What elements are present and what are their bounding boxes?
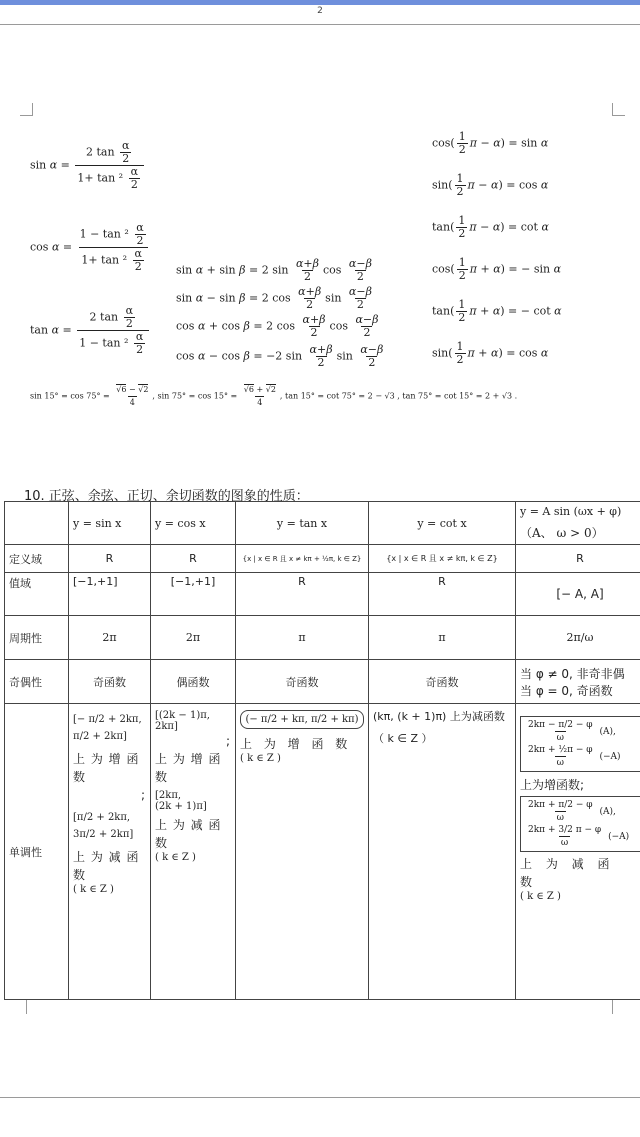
mono-sin-line: ( k ∈ Z ) [73,884,114,895]
mono-sin-line: 上 为 减 函 数 [73,850,140,882]
mono-tan-line: 上 为 增 函 数 [240,737,352,751]
mono-cos-line: ( k ∈ Z ) [155,852,196,863]
cell-period-sin: 2π [69,616,151,660]
mono-cos-line: [(2k − 1)π, [155,710,210,721]
mono-tan-line: ( k ∈ Z ) [240,753,281,764]
formula-sum-to-product: sin α − sin β = 2 cos $\frac{\alpha+\beta}{2}$ sin $\frac{\alpha-\beta}{2}$ [176,285,372,311]
cell-period-tan: π [236,616,369,660]
cell-period-asin: 2π/ω [516,616,640,660]
cell-range-tan: R [236,573,369,616]
page-separator [0,1097,640,1098]
mono-cos-line: 上 为 减 函 数 [155,818,222,850]
cell-mono-cot [369,704,516,1000]
mono-sin-line: π/2 + 2kπ] [73,731,127,742]
asin-frac-num: 2kπ + π/2 − φ [528,800,593,810]
asin-suffix: (−A) [599,752,621,762]
table-row-parity [5,660,640,704]
cell-domain-sin: R [69,545,151,573]
col-header-cos: y = cos x [151,502,236,545]
cell-parity-cot: 奇函数 [369,660,516,704]
crop-mark [612,1000,613,1014]
col-header-asin [516,502,640,545]
table-corner-cell [5,502,69,545]
mono-sin-line: ; [140,788,146,802]
mono-tan-interval: (− π/2 + kπ, π/2 + kπ) [240,710,364,729]
mono-asin-line: 上为增函数; [520,778,585,792]
col-header-sin: y = sin x [69,502,151,545]
col-header-asin-title: y = A sin (ωx + φ) [520,505,622,518]
table-row-range [5,573,640,616]
asin-frac-den: ω [560,838,569,848]
cell-parity-cos: 偶函数 [151,660,236,704]
formula-sum-to-product: cos α + cos β = 2 cos $\frac{\alpha+\beta}{2}$ cos $\frac{\alpha-\beta}{2}$ [176,313,379,339]
formula-induction: tan( $\frac{1}{2}$ π − α) = cot α [432,214,549,240]
parity-asin-line: 当 φ = 0, 奇函数 [520,683,613,698]
row-label-range: 值域 [5,573,69,616]
asin-frac-den: ω [556,813,564,823]
crop-mark [612,103,625,116]
cell-mono-cos [151,704,236,1000]
mono-sin-line: 上 为 增 函 数 [73,752,140,784]
cell-range-asin: [− A, A] [516,573,640,616]
row-label-parity: 奇偶性 [5,660,69,704]
table-row-domain [5,545,640,573]
mono-cos-line: (2k + 1)π] [155,801,207,812]
formula-sum-to-product: cos α − cos β = −2 sin $\frac{\alpha+\beta}{2}$ sin $\frac{\alpha-\beta}{2}$ [176,343,384,369]
mono-asin-increase-interval [520,716,640,772]
formula-tan-half: tan α = 2 tan $\frac{\alpha}{2}$ 1 − tan ² $\frac{\alpha}{2}$ [30,305,151,356]
asin-suffix: (A), [599,807,616,817]
cell-range-sin: [−1,+1] [69,573,151,616]
cell-domain-asin: R [516,545,640,573]
table-row-monotonic [5,704,640,1000]
mono-cos-line: ; [225,734,231,748]
cell-domain-cot: {x | x ∈ R 且 x ≠ kπ, k ∈ Z} [369,545,516,573]
cell-parity-sin: 奇函数 [69,660,151,704]
formula-induction: sin( $\frac{1}{2}$ π + α) = cos α [432,340,549,366]
mono-cos-line: 2kπ] [155,721,178,732]
cell-range-cot: R [369,573,516,616]
cell-mono-tan [236,704,369,1000]
formula-cos-half: cos α = 1 − tan ² $\frac{\alpha}{2}$ 1+ tan ² $\frac{\alpha}{2}$ [30,222,152,273]
col-header-asin-condition: （A、 ω > 0） [520,526,604,540]
table-header-row [5,502,640,545]
asin-frac-den: ω [556,733,564,743]
asin-suffix: (−A) [608,832,630,842]
crop-mark [20,103,33,116]
cell-period-cos: 2π [151,616,236,660]
formula-induction: sin( $\frac{1}{2}$ π − α) = cos α [432,172,549,198]
crop-mark [26,1000,27,1014]
page-number: 2 [317,6,323,16]
formula-sum-to-product: sin α + sin β = 2 sin $\frac{\alpha+\beta}{2}$ cos $\frac{\alpha-\beta}{2}$ [176,257,372,283]
cell-domain-cos: R [151,545,236,573]
mono-sin-line: [π/2 + 2kπ, [73,812,131,823]
col-header-cot: y = cot x [369,502,516,545]
table-row-period [5,616,640,660]
mono-sin-line: [− π/2 + 2kπ, [73,714,142,725]
cell-mono-asin [516,704,640,1000]
mono-asin-decrease-interval [520,796,640,852]
asin-suffix: (A), [599,727,616,737]
cell-range-cos: [−1,+1] [151,573,236,616]
section-title: 10. 正弦、余弦、正切、余切函数的图象的性质： [24,489,309,504]
mono-cos-line: 上 为 增 函 数 [155,752,222,784]
mono-cot-line: （ k ∈ Z ） [373,732,433,745]
formula-induction: cos( $\frac{1}{2}$ π + α) = − sin α [432,256,562,282]
asin-frac-num: 2kπ + 3/2 π − φ [528,825,602,835]
top-accent-bar [0,0,640,5]
mono-sin-line: 3π/2 + 2kπ] [73,829,134,840]
asin-frac-num: 2kπ + ½π − φ [528,745,593,755]
col-header-tan: y = tan x [236,502,369,545]
mono-asin-line: ( k ∈ Z ) [520,891,561,902]
cell-domain-tan: {x | x ∈ R 且 x ≠ kπ + ½π, k ∈ Z} [236,545,369,573]
parity-asin-line: 当 φ ≠ 0, 非奇非偶 [520,666,625,681]
formula-induction: cos( $\frac{1}{2}$ π − α) = sin α [432,130,549,156]
mono-cos-line: [2kπ, [155,790,182,801]
properties-table [4,501,640,1000]
page-separator [0,24,640,25]
cell-parity-asin [516,660,640,704]
formula-induction: tan( $\frac{1}{2}$ π + α) = − cot α [432,298,562,324]
cell-parity-tan: 奇函数 [236,660,369,704]
asin-frac-den: ω [556,758,564,768]
mono-asin-line: 上 为 减 函 数 [520,857,615,889]
formula-special-values: sin 15° = cos 75° = $\frac{√6 - √2}{4}$ , sin 75° = cos 15° = $\frac{√6 + √2}{4}$ , tan 15° = cot 75° = 2 − √3 , tan 75° = cot 15° = 2 + √3 . [30,385,518,407]
cell-mono-sin [69,704,151,1000]
cell-period-cot: π [369,616,516,660]
mono-cot-line: (kπ, (k + 1)π) 上为减函数 [373,710,505,723]
row-label-monotonic: 单调性 [5,704,69,1000]
formula-sin-half: sin α = 2 tan $\frac{\alpha}{2}$ 1+ tan ² $\frac{\alpha}{2}$ [30,140,146,191]
asin-frac-num: 2kπ − π/2 − φ [528,720,593,730]
row-label-period: 周期性 [5,616,69,660]
row-label-domain: 定义域 [5,545,69,573]
